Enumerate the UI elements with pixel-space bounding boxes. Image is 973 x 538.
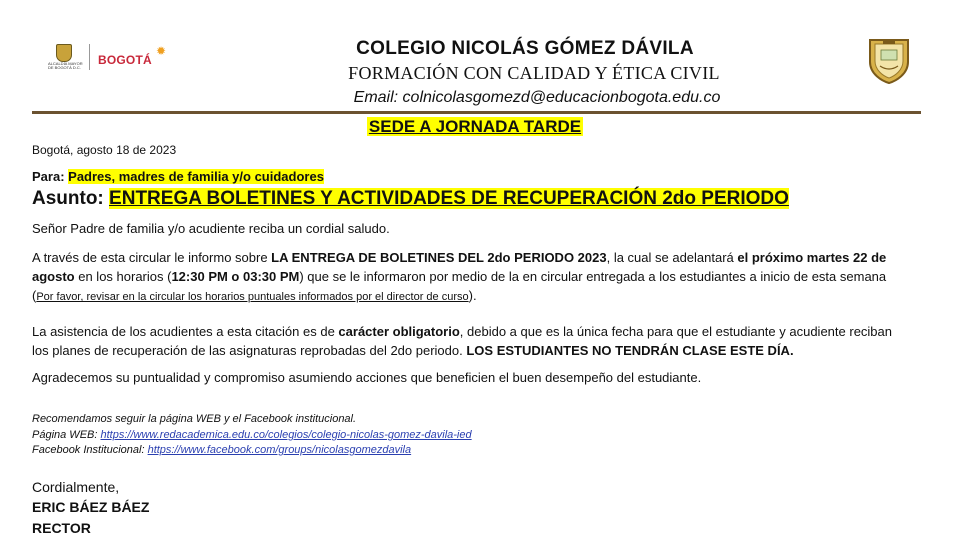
asunto-value: ENTREGA BOLETINES Y ACTIVIDADES DE RECUPERACIÓN 2do PERIODO bbox=[109, 188, 789, 209]
closing: Cordialmente, bbox=[32, 479, 120, 495]
web-label: Página WEB: bbox=[32, 429, 101, 441]
links-intro: Recomendamos seguir la página WEB y el Facebook institucional. bbox=[32, 413, 357, 425]
header-rule bbox=[32, 111, 921, 114]
p2-bold-2: LOS ESTUDIANTES NO TENDRÁN CLASE ESTE DÍA. bbox=[466, 343, 794, 358]
p1-bold-1: LA ENTREGA DE BOLETINES DEL 2do PERIODO 2023 bbox=[271, 250, 607, 265]
p2-text-2: , debido a que es la única fecha para que el estudiante y acudiente reciban los planes de recuperación de las asignaturas reprobadas del 2do periodo. bbox=[32, 324, 892, 358]
paragraph-2 bbox=[32, 322, 892, 360]
bogota-logo-text: BOGOTÁ bbox=[98, 53, 152, 67]
p1-underline: Por favor, revisar en la circular los horarios puntuales informados por el director de curso bbox=[36, 291, 469, 303]
greeting: Señor Padre de familia y/o acudiente reciba un cordial saludo. bbox=[32, 221, 390, 236]
p2-text-1: La asistencia de los acudientes a esta citación es de bbox=[32, 324, 339, 339]
paragraph-1 bbox=[32, 248, 902, 307]
p2-bold-1: carácter obligatorio bbox=[338, 324, 460, 339]
sede-label: SEDE A JORNADA TARDE bbox=[368, 117, 582, 136]
star-icon: ✹ bbox=[156, 44, 167, 58]
school-name: COLEGIO NICOLÁS GÓMEZ DÁVILA bbox=[356, 38, 694, 59]
school-crest-icon bbox=[866, 36, 912, 84]
p1-bold-2: el próximo martes 22 de agosto bbox=[32, 250, 887, 284]
web-line bbox=[32, 428, 472, 443]
p1-text-4: ) que se le informaron por medio de la en circular entregada a los estudiantes a inicio de esta semana ( bbox=[32, 269, 887, 303]
paragraph-3: Agradecemos su puntualidad y compromiso asumiendo acciones que beneficien el buen desempeño del estudiante. bbox=[32, 370, 702, 385]
web-link[interactable]: https://www.redacademica.edu.co/colegios/colegio-nicolas-gomez-davila-ied bbox=[100, 429, 472, 441]
p1-text-1: A través de esta circular le informo sobre bbox=[32, 250, 272, 265]
signer-title: RECTOR bbox=[32, 520, 91, 536]
para-line bbox=[32, 167, 324, 186]
sede-heading bbox=[0, 117, 950, 137]
facebook-link[interactable]: https://www.facebook.com/groups/nicolasgomezdavila bbox=[147, 444, 412, 456]
alcaldia-text: ALCALDÍA MAYOR DE BOGOTÁ D.C. bbox=[48, 61, 83, 70]
school-email: Email: colnicolasgomezd@educacionbogota.edu.co bbox=[353, 89, 721, 106]
p1-text-2: , la cual se adelantará bbox=[606, 250, 738, 265]
p1-text-3: en los horarios ( bbox=[74, 269, 172, 284]
facebook-label: Facebook Institucional: bbox=[32, 444, 148, 456]
letter-date: Bogotá, agosto 18 de 2023 bbox=[32, 143, 177, 157]
p1-text-5: ). bbox=[468, 288, 477, 303]
para-label: Para: bbox=[32, 169, 65, 184]
asunto-line bbox=[32, 188, 789, 210]
asunto-label: Asunto: bbox=[32, 188, 104, 209]
facebook-line bbox=[32, 443, 411, 458]
para-value: Padres, madres de familia y/o cuidadores bbox=[68, 169, 324, 184]
p1-bold-3: 12:30 PM o 03:30 PM bbox=[171, 269, 300, 284]
school-motto: FORMACIÓN CON CALIDAD Y ÉTICA CIVIL bbox=[348, 63, 720, 83]
signer-name: ERIC BÁEZ BÁEZ bbox=[32, 499, 150, 515]
